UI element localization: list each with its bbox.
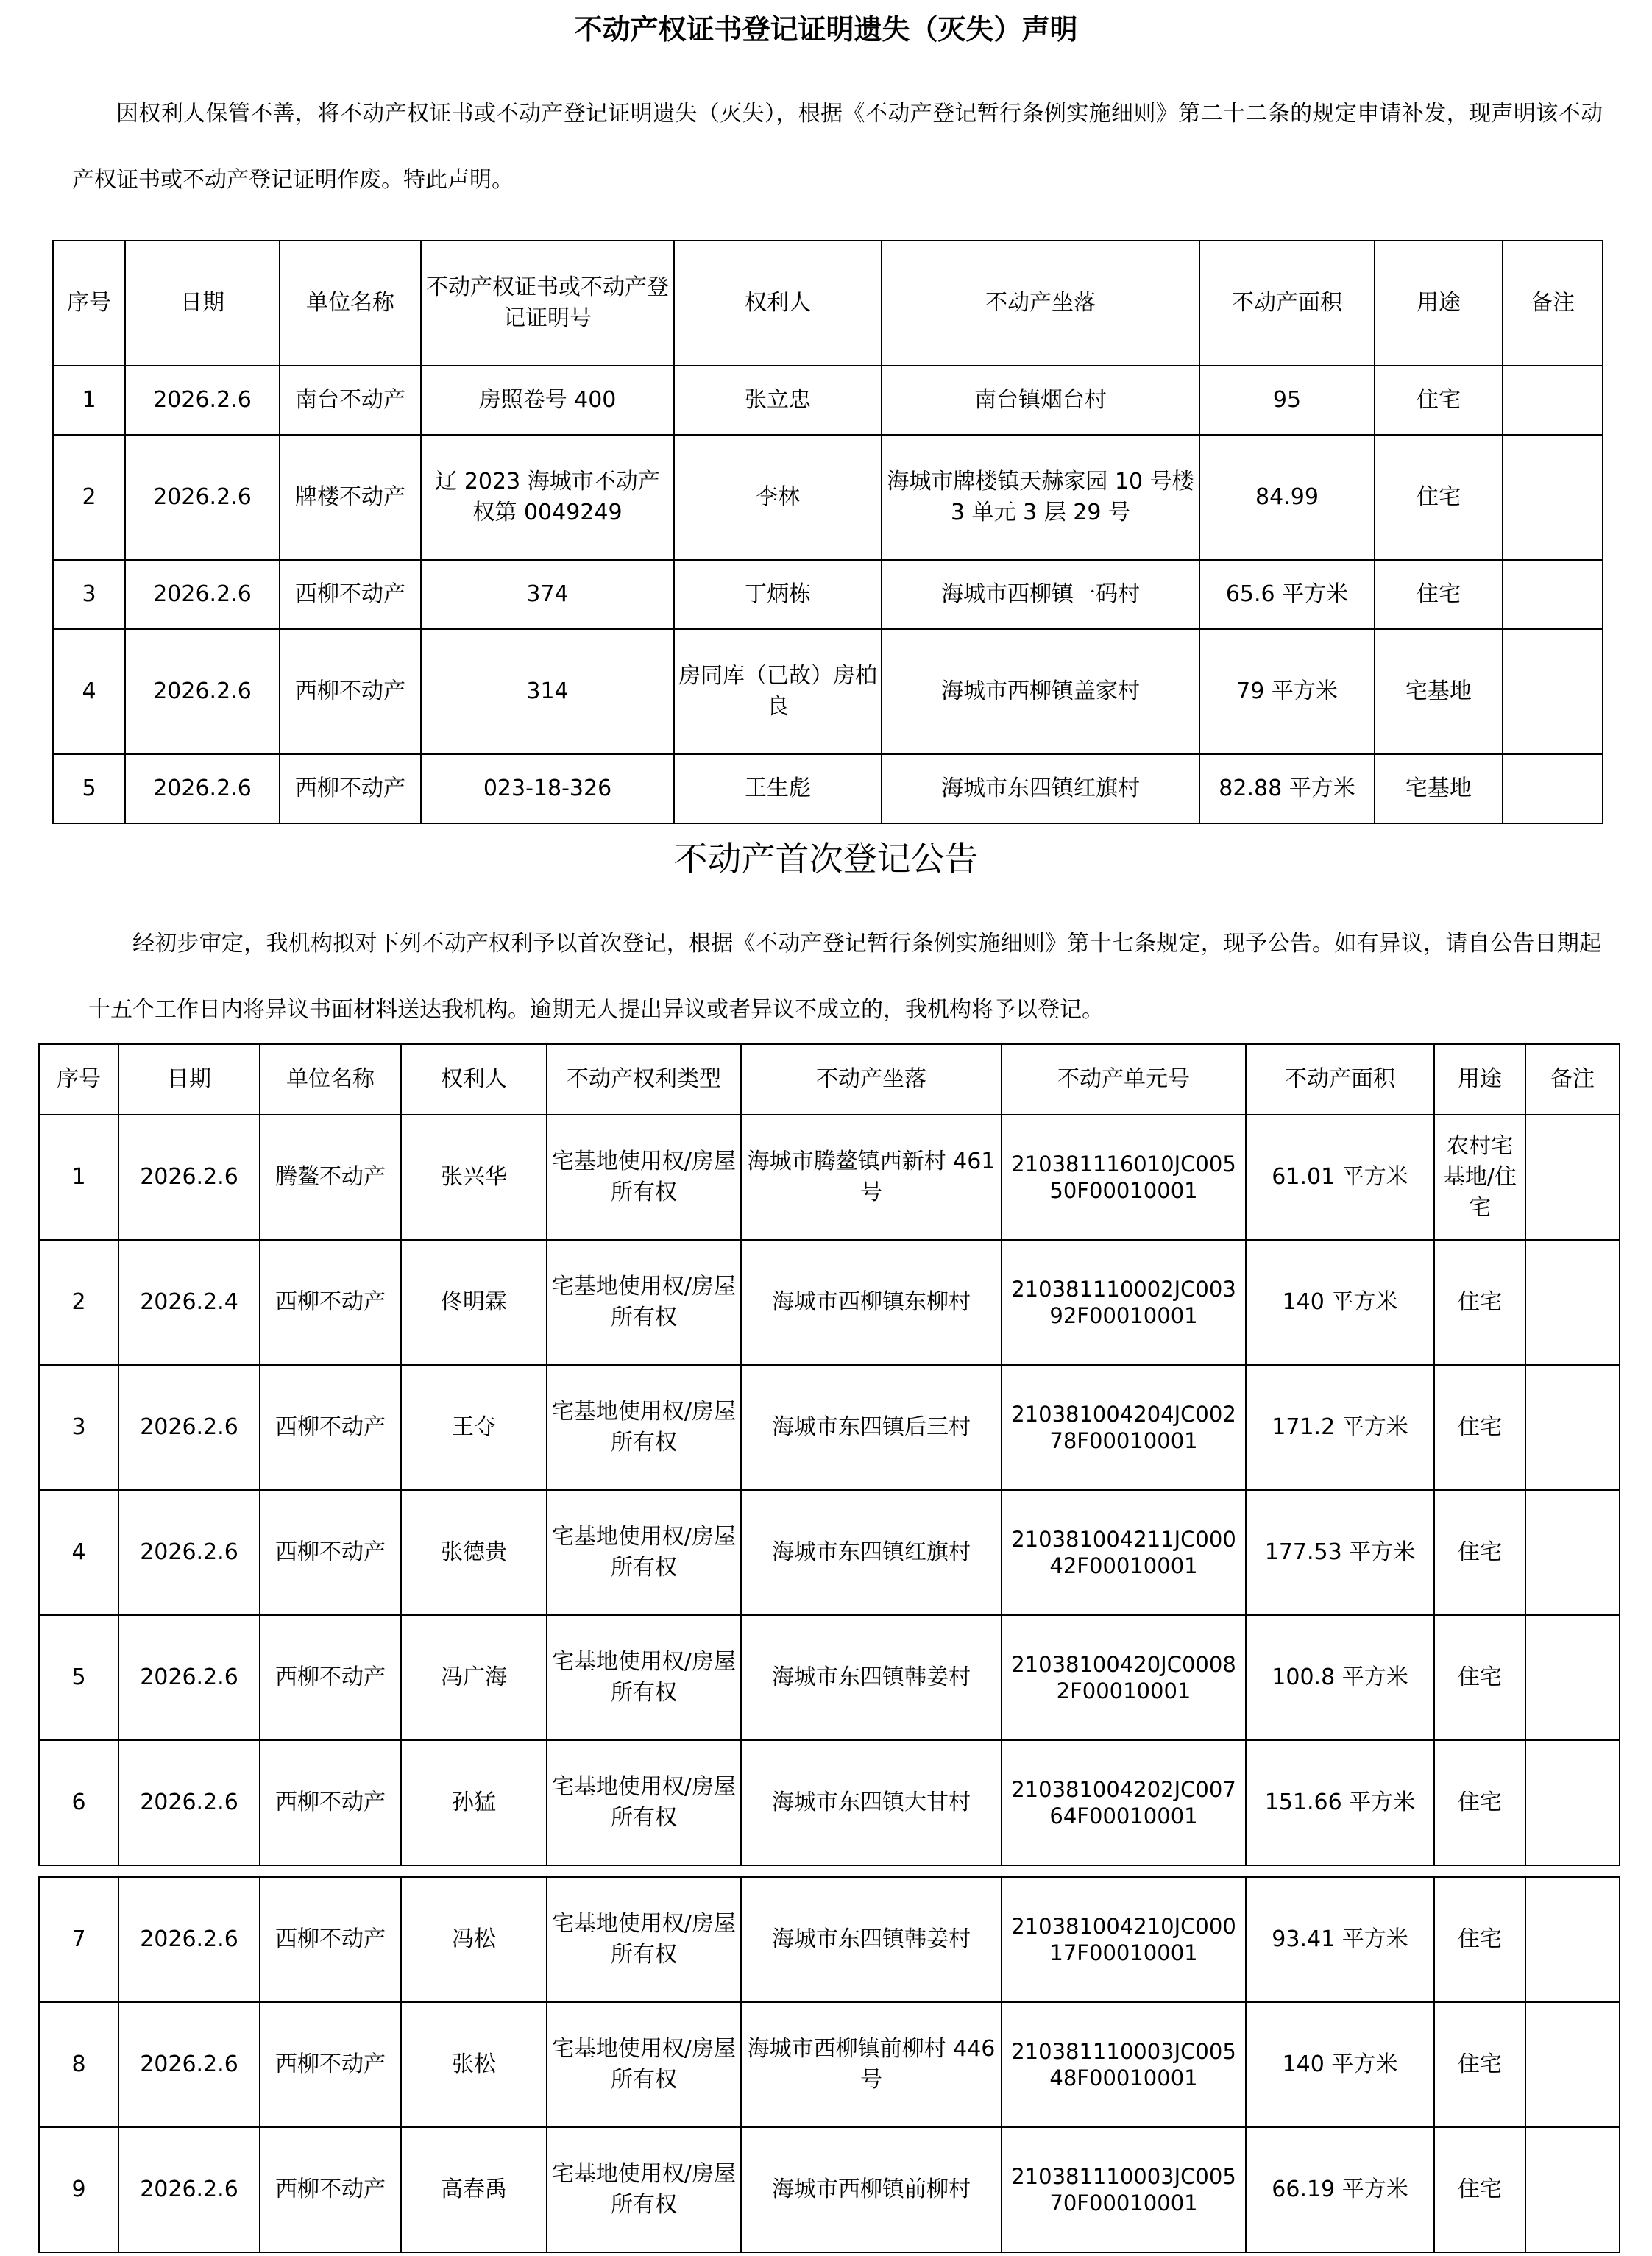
cell-no: 8 <box>39 2002 118 2127</box>
table-row <box>39 2002 1620 2127</box>
first-registration-table <box>38 1043 1620 1866</box>
cell-unit: 西柳不动产 <box>260 2127 401 2252</box>
cell-type: 宅基地使用权/房屋所有权 <box>547 1115 741 1240</box>
cell-unit: 西柳不动产 <box>260 1740 401 1865</box>
cell-note <box>1525 1490 1620 1615</box>
cell-note <box>1525 2002 1620 2127</box>
column-header: 用途 <box>1375 241 1503 366</box>
cell-date: 2026.2.6 <box>118 2002 260 2127</box>
cell-holder: 王夺 <box>401 1365 547 1490</box>
cell-cert: 374 <box>421 560 674 629</box>
cell-location: 海城市东四镇韩姜村 <box>741 1877 1002 2002</box>
column-header: 用途 <box>1434 1044 1525 1115</box>
cell-area: 82.88 平方米 <box>1199 754 1375 823</box>
cell-type: 宅基地使用权/房屋所有权 <box>547 2127 741 2252</box>
cell-unit: 西柳不动产 <box>260 2002 401 2127</box>
cell-area: 66.19 平方米 <box>1246 2127 1434 2252</box>
cell-holder: 丁炳栋 <box>674 560 882 629</box>
cell-no: 3 <box>39 1365 118 1490</box>
cell-date: 2026.2.6 <box>118 1490 260 1615</box>
column-header: 不动产权证书或不动产登记证明号 <box>421 241 674 366</box>
column-header: 序号 <box>53 241 125 366</box>
cell-holder: 张松 <box>401 2002 547 2127</box>
first-registration-table-continued <box>38 1876 1620 2253</box>
cell-date: 2026.2.6 <box>118 1365 260 1490</box>
lost-notice-title: 不动产权证书登记证明遗失（灭失）声明 <box>574 13 1078 46</box>
cell-unit: 牌楼不动产 <box>280 435 421 560</box>
table-row <box>53 560 1603 629</box>
cell-area: 79 平方米 <box>1199 629 1375 754</box>
cell-location: 海城市西柳镇前柳村 <box>741 2127 1002 2252</box>
column-header: 日期 <box>125 241 280 366</box>
table-row <box>53 629 1603 754</box>
table-header-row <box>39 1044 1620 1115</box>
column-header: 权利人 <box>674 241 882 366</box>
cell-area: 100.8 平方米 <box>1246 1615 1434 1740</box>
cell-no: 4 <box>39 1490 118 1615</box>
cell-location: 海城市西柳镇东柳村 <box>741 1240 1002 1365</box>
cell-type: 宅基地使用权/房屋所有权 <box>547 1877 741 2002</box>
cell-no: 2 <box>53 435 125 560</box>
cell-note <box>1525 1877 1620 2002</box>
cell-date: 2026.2.6 <box>125 435 280 560</box>
cell-no: 1 <box>39 1115 118 1240</box>
cell-unit: 西柳不动产 <box>280 754 421 823</box>
cell-holder: 孙猛 <box>401 1740 547 1865</box>
cell-no: 2 <box>39 1240 118 1365</box>
cell-location: 海城市东四镇韩姜村 <box>741 1615 1002 1740</box>
column-header: 序号 <box>39 1044 118 1115</box>
cell-no: 5 <box>39 1615 118 1740</box>
cell-area: 95 <box>1199 366 1375 435</box>
column-header: 权利人 <box>401 1044 547 1115</box>
cell-cert: 314 <box>421 629 674 754</box>
table-row <box>39 1240 1620 1365</box>
cell-date: 2026.2.6 <box>125 560 280 629</box>
table-row <box>39 1877 1620 2002</box>
cell-note <box>1525 1615 1620 1740</box>
table-row <box>53 754 1603 823</box>
cell-note <box>1503 366 1603 435</box>
table-row <box>39 1365 1620 1490</box>
cell-type: 宅基地使用权/房屋所有权 <box>547 2002 741 2127</box>
table-row <box>39 1490 1620 1615</box>
cell-area: 177.53 平方米 <box>1246 1490 1434 1615</box>
cell-unit-no: 210381110003JC00570F00010001 <box>1002 2127 1246 2252</box>
column-header: 不动产面积 <box>1246 1044 1434 1115</box>
cell-use: 住宅 <box>1375 435 1503 560</box>
cell-holder: 王生彪 <box>674 754 882 823</box>
cell-use: 住宅 <box>1375 366 1503 435</box>
cell-area: 140 平方米 <box>1246 1240 1434 1365</box>
first-registration-paragraph: 经初步审定，我机构拟对下列不动产权利予以首次登记，根据《不动产登记暂行条例实施细则》第十七条规定，现予公告。如有异议，请自公告日期起十五个工作日内将异议书面材料送达我机构。逾期无人提出异议或者异议不成立的，我机构将予以登记。 <box>88 931 1601 1023</box>
cell-holder: 张德贵 <box>401 1490 547 1615</box>
cell-unit: 西柳不动产 <box>260 1615 401 1740</box>
cell-note <box>1503 754 1603 823</box>
table-row <box>53 366 1603 435</box>
cell-use: 宅基地 <box>1375 754 1503 823</box>
cell-unit: 西柳不动产 <box>260 1877 401 2002</box>
cell-type: 宅基地使用权/房屋所有权 <box>547 1615 741 1740</box>
cell-unit: 西柳不动产 <box>260 1365 401 1490</box>
column-header: 不动产坐落 <box>882 241 1199 366</box>
cell-unit-no: 210381004210JC00017F00010001 <box>1002 1877 1246 2002</box>
cell-use: 住宅 <box>1434 1740 1525 1865</box>
first-registration-title: 不动产首次登记公告 <box>673 839 979 879</box>
table-row <box>39 1615 1620 1740</box>
cell-no: 4 <box>53 629 125 754</box>
cell-location: 海城市东四镇红旗村 <box>741 1490 1002 1615</box>
cell-area: 61.01 平方米 <box>1246 1115 1434 1240</box>
cell-unit: 西柳不动产 <box>280 629 421 754</box>
cell-area: 171.2 平方米 <box>1246 1365 1434 1490</box>
cell-unit-no: 210381004202JC00764F00010001 <box>1002 1740 1246 1865</box>
cell-no: 6 <box>39 1740 118 1865</box>
cell-holder: 房同库（已故）房柏良 <box>674 629 882 754</box>
cell-use: 宅基地 <box>1375 629 1503 754</box>
cell-location: 海城市西柳镇一码村 <box>882 560 1199 629</box>
cell-holder: 佟明霖 <box>401 1240 547 1365</box>
cell-cert: 房照卷号 400 <box>421 366 674 435</box>
cell-date: 2026.2.6 <box>125 754 280 823</box>
cell-use: 住宅 <box>1434 1615 1525 1740</box>
cell-type: 宅基地使用权/房屋所有权 <box>547 1240 741 1365</box>
cell-date: 2026.2.6 <box>125 366 280 435</box>
cell-note <box>1503 435 1603 560</box>
cell-unit-no: 210381004211JC00042F00010001 <box>1002 1490 1246 1615</box>
cell-use: 住宅 <box>1434 2127 1525 2252</box>
cell-date: 2026.2.6 <box>118 1615 260 1740</box>
cell-date: 2026.2.6 <box>118 1115 260 1240</box>
cell-use: 住宅 <box>1375 560 1503 629</box>
cell-unit-no: 210381116010JC00550F00010001 <box>1002 1115 1246 1240</box>
cell-no: 9 <box>39 2127 118 2252</box>
cell-no: 5 <box>53 754 125 823</box>
cell-no: 1 <box>53 366 125 435</box>
cell-unit-no: 210381110002JC00392F00010001 <box>1002 1240 1246 1365</box>
cell-date: 2026.2.6 <box>118 2127 260 2252</box>
cell-location: 海城市牌楼镇天赫家园 10 号楼 3 单元 3 层 29 号 <box>882 435 1199 560</box>
cell-note <box>1503 560 1603 629</box>
cell-location: 海城市东四镇大甘村 <box>741 1740 1002 1865</box>
cell-holder: 李林 <box>674 435 882 560</box>
column-header: 日期 <box>118 1044 260 1115</box>
cell-area: 84.99 <box>1199 435 1375 560</box>
cell-date: 2026.2.6 <box>125 629 280 754</box>
column-header: 单位名称 <box>260 1044 401 1115</box>
cell-unit-no: 210381004204JC00278F00010001 <box>1002 1365 1246 1490</box>
cell-note <box>1525 1740 1620 1865</box>
cell-type: 宅基地使用权/房屋所有权 <box>547 1490 741 1615</box>
cell-area: 140 平方米 <box>1246 2002 1434 2127</box>
column-header: 不动产权利类型 <box>547 1044 741 1115</box>
table-header-row <box>53 241 1603 366</box>
cell-note <box>1525 2127 1620 2252</box>
cell-holder: 张兴华 <box>401 1115 547 1240</box>
cell-area: 151.66 平方米 <box>1246 1740 1434 1865</box>
cell-cert: 辽 2023 海城市不动产权第 0049249 <box>421 435 674 560</box>
cell-type: 宅基地使用权/房屋所有权 <box>547 1365 741 1490</box>
cell-date: 2026.2.4 <box>118 1240 260 1365</box>
table-row <box>53 435 1603 560</box>
cell-use: 住宅 <box>1434 1365 1525 1490</box>
cell-note <box>1525 1115 1620 1240</box>
cell-location: 海城市西柳镇前柳村 446 号 <box>741 2002 1002 2127</box>
cell-note <box>1525 1365 1620 1490</box>
cell-unit: 西柳不动产 <box>260 1240 401 1365</box>
cell-date: 2026.2.6 <box>118 1740 260 1865</box>
cell-type: 宅基地使用权/房屋所有权 <box>547 1740 741 1865</box>
cell-holder: 高春禹 <box>401 2127 547 2252</box>
cell-area: 65.6 平方米 <box>1199 560 1375 629</box>
cell-use: 住宅 <box>1434 1877 1525 2002</box>
lost-notice-paragraph: 因权利人保管不善，将不动产权证书或不动产登记证明遗失（灭失），根据《不动产登记暂行条例实施细则》第二十二条的规定申请补发，现声明该不动产权证书或不动产登记证明作废。特此声明。 <box>72 101 1603 193</box>
column-header: 不动产坐落 <box>741 1044 1002 1115</box>
table-row <box>39 2127 1620 2252</box>
cell-cert: 023-18-326 <box>421 754 674 823</box>
cell-no: 3 <box>53 560 125 629</box>
cell-no: 7 <box>39 1877 118 2002</box>
cell-date: 2026.2.6 <box>118 1877 260 2002</box>
cell-area: 93.41 平方米 <box>1246 1877 1434 2002</box>
cell-holder: 冯广海 <box>401 1615 547 1740</box>
cell-note <box>1503 629 1603 754</box>
cell-unit: 西柳不动产 <box>280 560 421 629</box>
cell-unit: 南台不动产 <box>280 366 421 435</box>
cell-use: 住宅 <box>1434 1240 1525 1365</box>
table-row <box>39 1115 1620 1240</box>
column-header: 备注 <box>1503 241 1603 366</box>
cell-use: 住宅 <box>1434 1490 1525 1615</box>
cell-unit-no: 210381110003JC00548F00010001 <box>1002 2002 1246 2127</box>
cell-holder: 张立忠 <box>674 366 882 435</box>
cell-location: 南台镇烟台村 <box>882 366 1199 435</box>
cell-unit: 腾鳌不动产 <box>260 1115 401 1240</box>
cell-location: 海城市西柳镇盖家村 <box>882 629 1199 754</box>
column-header: 单位名称 <box>280 241 421 366</box>
cell-location: 海城市东四镇红旗村 <box>882 754 1199 823</box>
cell-unit-no: 21038100420JC00082F00010001 <box>1002 1615 1246 1740</box>
table-row <box>39 1740 1620 1865</box>
cell-use: 农村宅基地/住宅 <box>1434 1115 1525 1240</box>
column-header: 备注 <box>1525 1044 1620 1115</box>
cell-unit: 西柳不动产 <box>260 1490 401 1615</box>
cell-location: 海城市腾鳌镇西新村 461 号 <box>741 1115 1002 1240</box>
lost-notice-table <box>52 240 1603 824</box>
cell-location: 海城市东四镇后三村 <box>741 1365 1002 1490</box>
cell-note <box>1525 1240 1620 1365</box>
column-header: 不动产单元号 <box>1002 1044 1246 1115</box>
cell-holder: 冯松 <box>401 1877 547 2002</box>
cell-use: 住宅 <box>1434 2002 1525 2127</box>
column-header: 不动产面积 <box>1199 241 1375 366</box>
